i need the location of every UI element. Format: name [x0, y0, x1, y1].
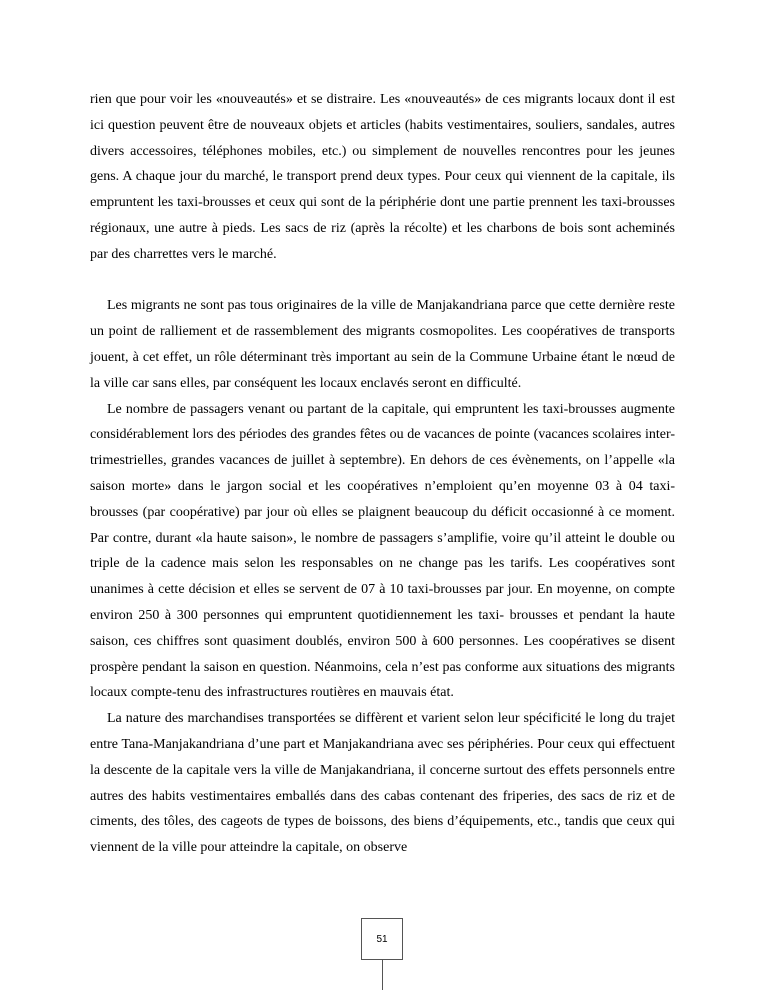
paragraph-gap [90, 268, 675, 294]
paragraph-passengers: Le nombre de passagers venant ou partant de la capitale, qui empruntent les taxi-brousses augmente considérablement lors des périodes des grandes fêtes ou de vacances de pointe (vacances scolaires inter-trimestrielles, grandes vacances de juillet à septembre). En dehors de ces évènements, on l’appelle «la saison morte» dans le jargon social et les coopératives n’emploient qu’en moyenne 03 à 04 taxi-brousses (par coopérative) par jour où elles se plaignent beaucoup du déficit occasionné à ce moment. Par contre, durant «la haute saison», le nombre de passagers s’amplifie, voire qu’il atteint le double ou triple de la cadence mais selon les responsables on ne change pas les tarifs. Les coopératives sont unanimes à cette décision et elles se servent de 07 à 10 taxi-brousses par jour. En moyenne, on compte environ 250 à 300 personnes qui empruntent quotidiennement les taxi- brousses et pendant la haute saison, ces chiffres sont quasiment doublés, environ 500 à 600 personnes. Les coopératives se disent prospère pendant la saison en question. Néanmoins, cela n’est pas conforme aux situations des migrants locaux compte-tenu des infrastructures routières en mauvais état. [90, 401, 675, 701]
page-number-divider [382, 960, 383, 990]
paragraph-goods: La nature des marchandises transportées se diffèrent et varient selon leur spécificité le long du trajet entre Tana-Manjakandriana d’une part et Manjakandriana avec ses périphéries. Pour ceux qui effectuent la descente de la capitale vers la ville de Manjakandriana, il concerne surtout des effets personnels entre autres des habits vestimentaires emballés dans des cabas contenant des friperies, des sacs de riz et de ciments, des tôles, des cageots de types de boissons, des biens d’équipements, etc., tandis que ceux qui viennent de la ville pour atteindre la capitale, on observe [90, 711, 675, 856]
paragraph-continuation: rien que pour voir les «nouveautés» et se distraire. Les «nouveautés» de ces migrants locaux dont il est ici question peuvent être de nouveaux objets et articles (habits vestimentaires, souliers, sandales, autres divers accessoires, téléphones mobiles, etc.) ou simplement de nouvelles rencontres pour les jeunes gens. A chaque jour du marché, le transport prend deux types. Pour ceux qui viennent de la capitale, ils empruntent les taxi-brousses et ceux qui sont de la périphérie dont une partie prennent les taxi-brousses régionaux, une autre à pieds. Les sacs de riz (après la récolte) et les charbons de bois sont acheminés par des charrettes vers le marché. [90, 92, 675, 262]
body-text [90, 87, 675, 861]
page-number: 51 [361, 918, 403, 960]
paragraph-migrants: Les migrants ne sont pas tous originaires de la ville de Manjakandriana parce que cette dernière reste un point de ralliement et de rassemblement des migrants cosmopolites. Les coopératives de transports jouent, à cet effet, un rôle déterminant très important au sein de la Commune Urbaine étant le nœud de la ville car sans elles, par conséquent les locaux enclavés seront en difficulté. [90, 298, 675, 391]
